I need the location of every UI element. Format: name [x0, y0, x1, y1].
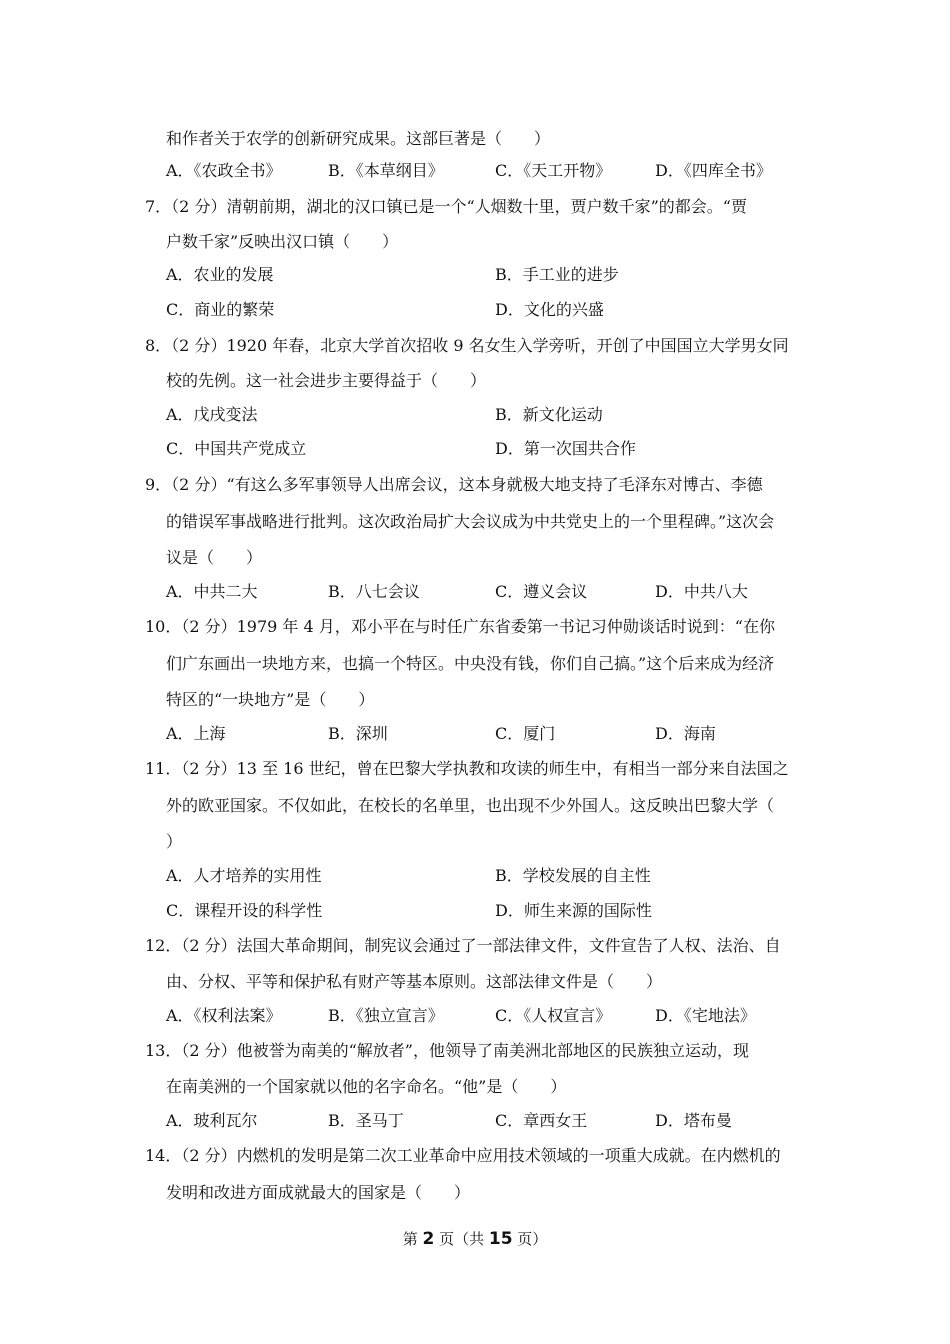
q12-stem-line1: 12．（2 分）法国大革命期间，制宪议会通过了一部法律文件，文件宣告了人权、法治、自 — [145, 936, 781, 955]
q6-option-b: B．《本草纲目》 — [328, 161, 444, 180]
q8-stem-line2: 校的先例。这一社会进步主要得益于（ ） — [166, 371, 487, 390]
q11-option-b: B．学校发展的自主性 — [495, 866, 651, 885]
q8-option-c: C．中国共产党成立 — [166, 439, 307, 458]
q13-option-b: B．圣马丁 — [328, 1111, 404, 1130]
q10-stem-line2: 们广东画出一块地方来，也搞一个特区。中央没有钱，你们自己搞。”这个后来成为经济 — [166, 654, 775, 673]
q10-option-a: A．上海 — [166, 724, 226, 743]
q11-option-a: A．人才培养的实用性 — [166, 866, 322, 885]
q11-stem-line1: 11．（2 分）13 至 16 世纪，曾在巴黎大学执教和攻读的师生中，有相当一部分来自法国之 — [145, 759, 789, 778]
q14-stem-line1: 14．（2 分）内燃机的发明是第二次工业革命中应用技术领域的一项重大成就。在内燃机的 — [145, 1146, 781, 1165]
q8-option-d: D．第一次国共合作 — [495, 439, 636, 458]
q8-option-a: A．戊戌变法 — [166, 405, 258, 424]
q11-option-d: D．师生来源的国际性 — [495, 901, 652, 920]
q8-option-b: B．新文化运动 — [495, 405, 603, 424]
q6-option-c: C．《天工开物》 — [495, 161, 612, 180]
q9-option-c: C．遵义会议 — [495, 582, 588, 601]
q11-stem-line2: 外的欧亚国家。不仅如此，在校长的名单里，也出现不少外国人。这反映出巴黎大学（ — [166, 796, 775, 815]
q6-option-a: A．《农政全书》 — [166, 161, 282, 180]
q14-stem-line2: 发明和改进方面成就最大的国家是（ ） — [166, 1183, 471, 1202]
footer-suffix: 页） — [512, 1230, 548, 1248]
footer-prefix: 第 — [402, 1230, 423, 1248]
q7-option-a: A．农业的发展 — [166, 265, 274, 284]
q9-stem-line1: 9．（2 分）“有这么多军事领导人出席会议，这本身就极大地支持了毛泽东对博古、李德 — [145, 475, 763, 494]
page-footer — [0, 1229, 950, 1249]
q12-option-b: B．《独立宣言》 — [328, 1006, 444, 1025]
q10-option-d: D．海南 — [655, 724, 716, 743]
q11-stem-line3: ） — [166, 832, 183, 851]
q9-stem-line2: 的错误军事战略进行批判。这次政治局扩大会议成为中共党史上的一个里程碑。”这次会 — [166, 512, 775, 531]
q13-option-a: A．玻利瓦尔 — [166, 1111, 258, 1130]
q13-stem-line2: 在南美洲的一个国家就以他的名字命名。“他”是（ ） — [166, 1077, 567, 1096]
q10-option-c: C．厦门 — [495, 724, 556, 743]
q7-stem-line1: 7．（2 分）清朝前期，湖北的汉口镇已是一个“人烟数十里，贾户数千家”的都会。“贾 — [145, 197, 747, 216]
q12-stem-line2: 由、分权、平等和保护私有财产等基本原则。这部法律文件是（ ） — [166, 972, 663, 991]
q10-option-b: B．深圳 — [328, 724, 388, 743]
q7-option-c: C．商业的繁荣 — [166, 300, 275, 319]
total-pages: 15 — [488, 1229, 513, 1249]
q7-stem-line2: 户数千家”反映出汉口镇（ ） — [166, 232, 399, 251]
q9-option-b: B．八七会议 — [328, 582, 420, 601]
q12-option-a: A．《权利法案》 — [166, 1006, 282, 1025]
q13-option-d: D．塔布曼 — [655, 1111, 732, 1130]
q8-stem-line1: 8．（2 分）1920 年春，北京大学首次招收 9 名女生入学旁听，开创了中国国立大学男女同 — [145, 336, 789, 355]
page-number: 2 — [422, 1229, 435, 1249]
q13-option-c: C．章西女王 — [495, 1111, 588, 1130]
q10-stem-line3: 特区的“一块地方”是（ ） — [166, 690, 375, 709]
q11-option-c: C．课程开设的科学性 — [166, 901, 323, 920]
q6-continuation: 和作者关于农学的创新研究成果。这部巨著是（ ） — [166, 129, 551, 148]
q12-option-d: D．《宅地法》 — [655, 1006, 756, 1025]
q12-option-c: C．《人权宣言》 — [495, 1006, 612, 1025]
q7-option-b: B．手工业的进步 — [495, 265, 619, 284]
footer-middle: 页（共 — [434, 1230, 489, 1248]
q13-stem-line1: 13．（2 分）他被誉为南美的“解放者”，他领导了南美洲北部地区的民族独立运动，现 — [145, 1041, 749, 1060]
q9-option-d: D．中共八大 — [655, 582, 748, 601]
q7-option-d: D．文化的兴盛 — [495, 300, 604, 319]
q9-stem-line3: 议是（ ） — [166, 548, 263, 567]
q10-stem-line1: 10．（2 分）1979 年 4 月，邓小平在与时任广东省委第一书记习仲勋谈话时说到：“在你 — [145, 617, 775, 636]
q6-option-d: D．《四库全书》 — [655, 161, 772, 180]
q9-option-a: A．中共二大 — [166, 582, 258, 601]
